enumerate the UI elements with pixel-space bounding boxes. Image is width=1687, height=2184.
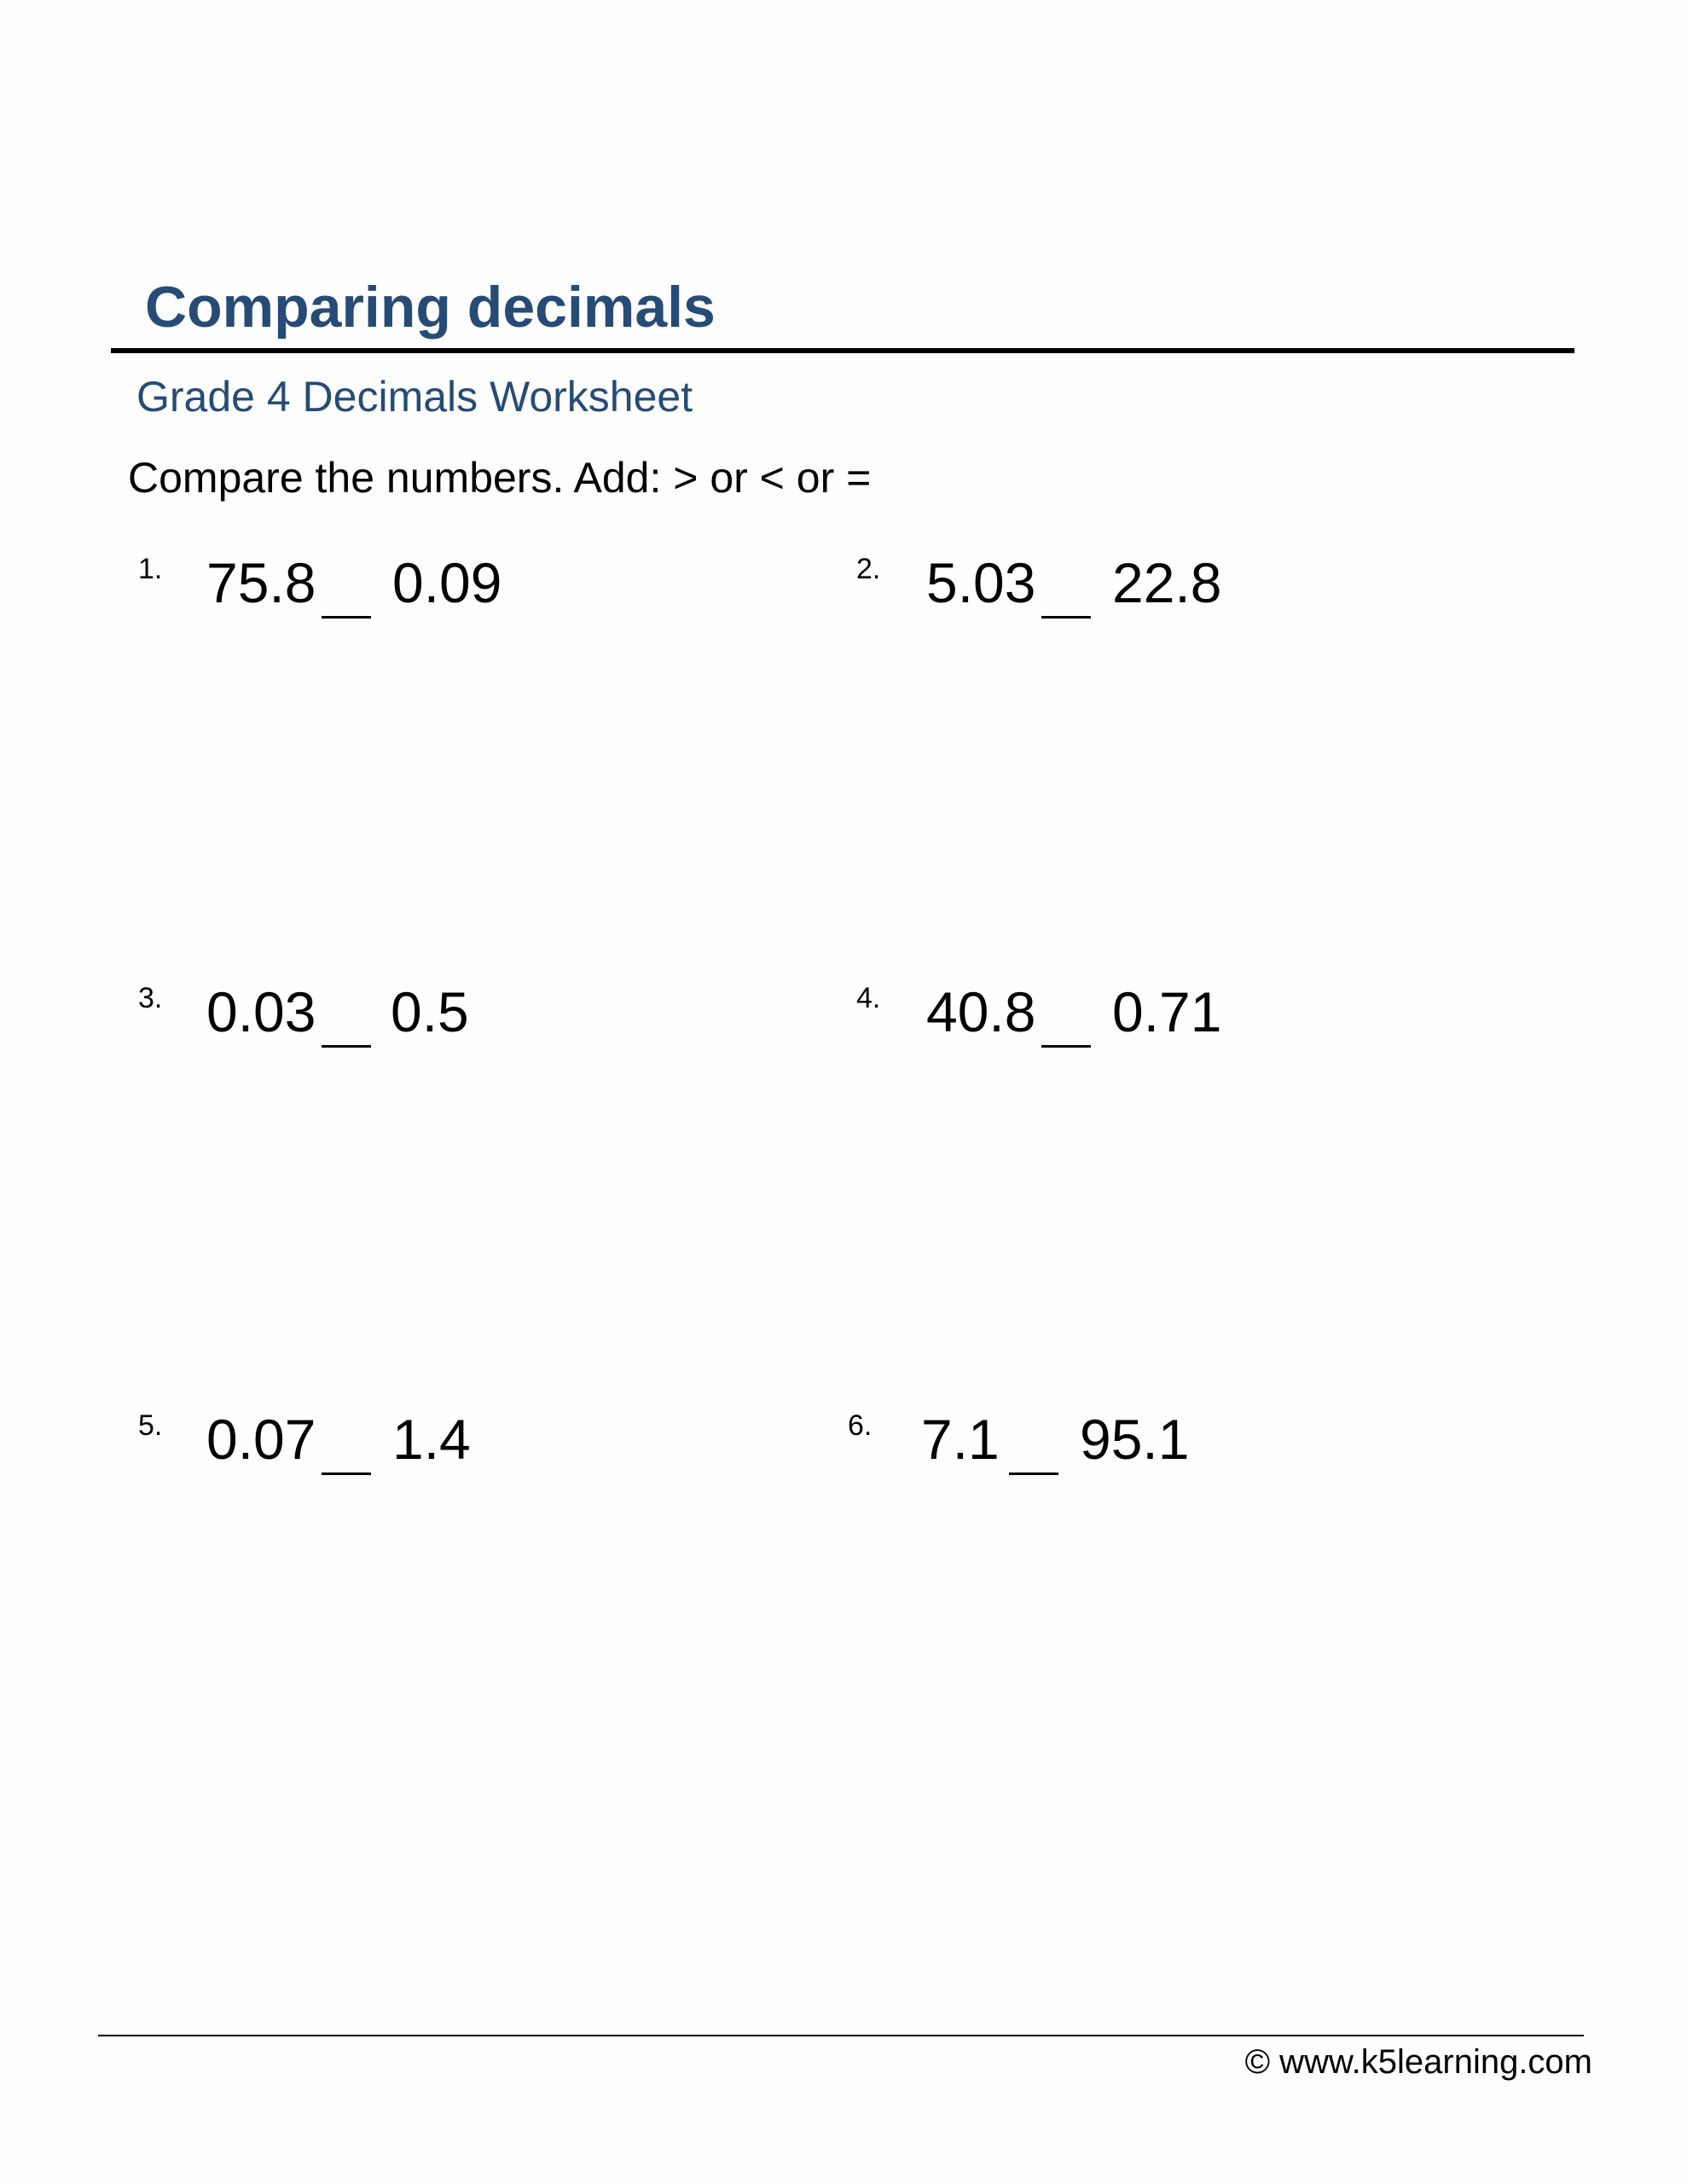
problem-right-value: 1.4 bbox=[392, 1408, 471, 1471]
answer-blank[interactable] bbox=[322, 1472, 371, 1475]
problem-left-value: 0.07 bbox=[206, 1408, 316, 1471]
footer-divider bbox=[98, 2035, 1584, 2036]
problem-right-value: 0.71 bbox=[1112, 980, 1222, 1043]
problem-number: 6. bbox=[848, 1409, 872, 1442]
page-title: Comparing decimals bbox=[145, 275, 716, 340]
problem-right-value: 0.09 bbox=[392, 551, 502, 614]
problem-left-value: 7.1 bbox=[921, 1408, 1000, 1471]
problem-left-value: 40.8 bbox=[926, 980, 1036, 1043]
answer-blank[interactable] bbox=[1041, 1045, 1091, 1048]
problem-left-value: 0.03 bbox=[206, 980, 316, 1043]
answer-blank[interactable] bbox=[1009, 1472, 1058, 1475]
problem-number: 1. bbox=[138, 553, 163, 585]
title-underline bbox=[111, 348, 1574, 353]
problem-left-value: 75.8 bbox=[206, 551, 316, 614]
problem-right-value: 0.5 bbox=[391, 980, 469, 1043]
problem-number: 4. bbox=[856, 982, 881, 1014]
footer-copyright: © www.k5learning.com bbox=[1244, 2043, 1592, 2081]
problem-number: 5. bbox=[138, 1409, 163, 1442]
problem-right-value: 22.8 bbox=[1112, 551, 1222, 614]
problem-number: 3. bbox=[138, 982, 163, 1014]
answer-blank[interactable] bbox=[322, 1045, 371, 1048]
problem-number: 2. bbox=[856, 553, 881, 585]
instructions-text: Compare the numbers. Add: > or < or = bbox=[128, 454, 872, 502]
problem-right-value: 95.1 bbox=[1080, 1408, 1190, 1471]
page-subtitle: Grade 4 Decimals Worksheet bbox=[136, 373, 693, 421]
answer-blank[interactable] bbox=[1041, 616, 1091, 619]
answer-blank[interactable] bbox=[322, 616, 371, 619]
problem-left-value: 5.03 bbox=[926, 551, 1036, 614]
